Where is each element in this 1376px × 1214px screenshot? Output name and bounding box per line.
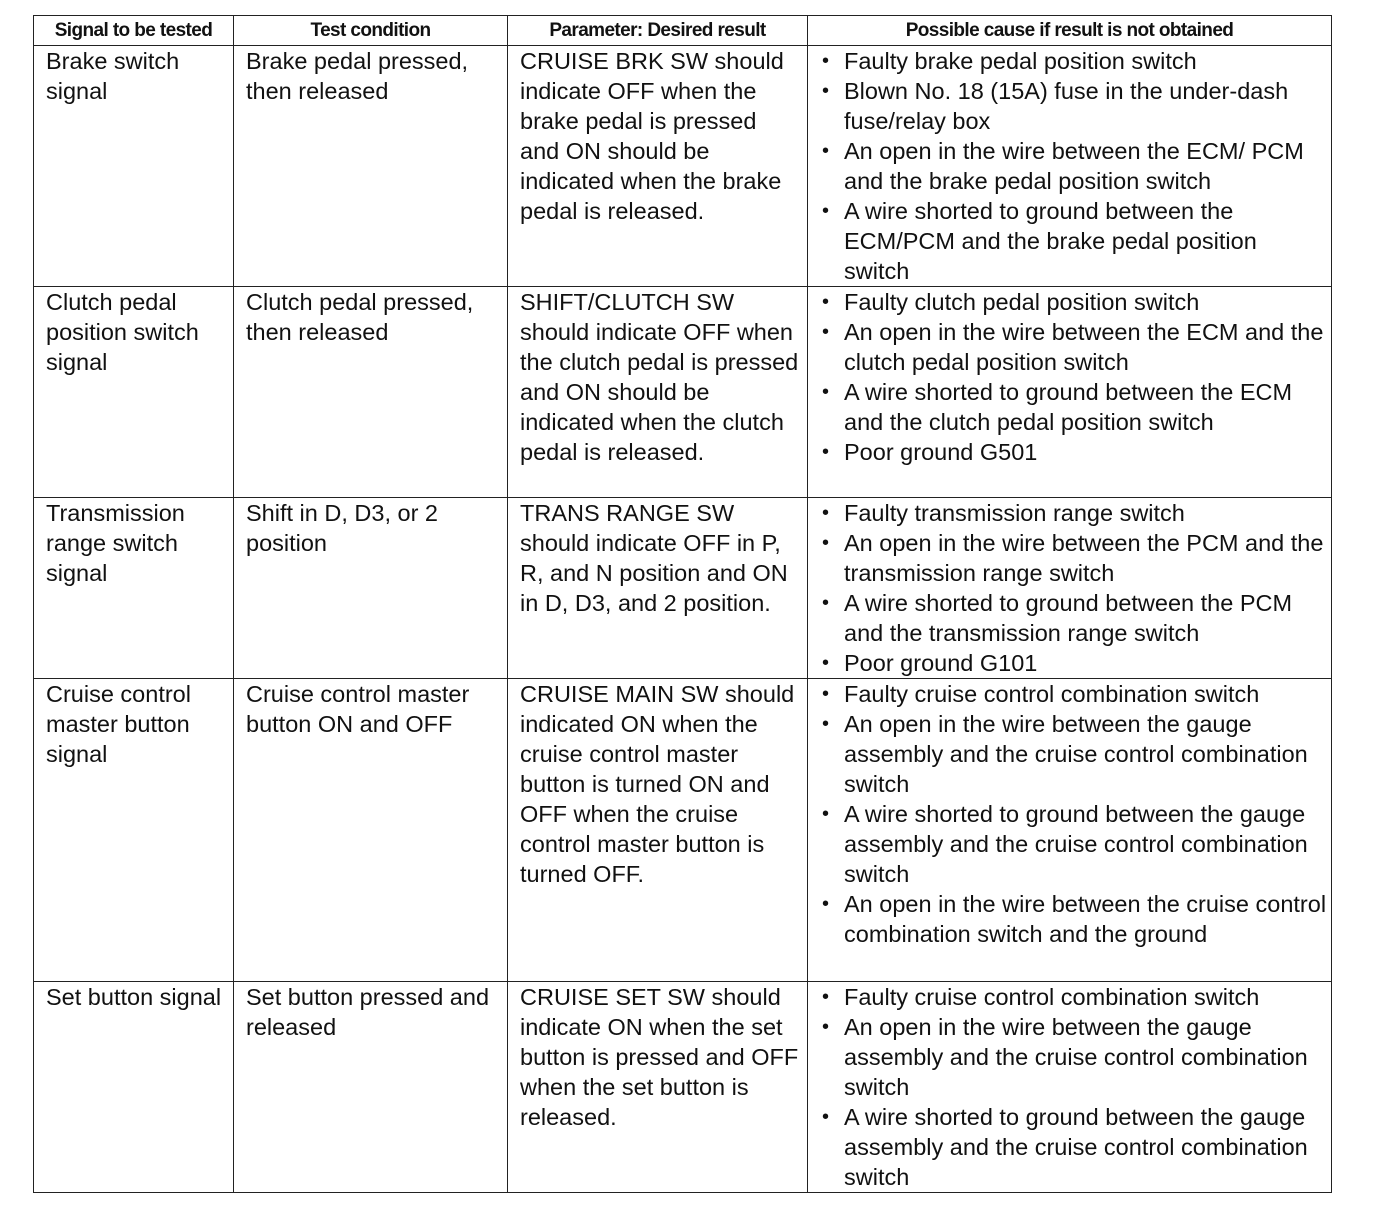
- cause-item: • An open in the wire between the cruise control combination switch and the ground: [820, 889, 1327, 949]
- table-row: [34, 287, 1332, 498]
- cause-item: • An open in the wire between the ECM/ PCM and the brake pedal position switch: [820, 136, 1327, 196]
- cell-condition: Cruise control master button ON and OFF: [234, 679, 508, 982]
- cause-list: [820, 287, 1327, 467]
- cell-causes: [808, 46, 1332, 287]
- header-cause: Possible cause if result is not obtained: [808, 16, 1332, 46]
- cause-item: • Blown No. 18 (15A) fuse in the under-dash fuse/relay box: [820, 76, 1327, 136]
- cause-item: • Faulty transmission range switch: [820, 498, 1327, 528]
- cause-item: • A wire shorted to ground between the gauge assembly and the cruise control combination switch: [820, 799, 1327, 889]
- cell-result: CRUISE MAIN SW should indicated ON when the cruise control master button is turned ON and OFF when the cruise control master button is turned OFF.: [508, 679, 808, 982]
- cause-item: • A wire shorted to ground between the ECM and the clutch pedal position switch: [820, 377, 1327, 437]
- cause-item: • Faulty clutch pedal position switch: [820, 287, 1327, 317]
- cell-condition: Brake pedal pressed, then released: [234, 46, 508, 287]
- table-row: [34, 982, 1332, 1193]
- cell-result: CRUISE SET SW should indicate ON when the set button is pressed and OFF when the set button is released.: [508, 982, 808, 1193]
- table-row: [34, 498, 1332, 679]
- cause-item: • An open in the wire between the gauge assembly and the cruise control combination switch: [820, 709, 1327, 799]
- cell-signal: Set button signal: [34, 982, 234, 1193]
- cell-condition: Clutch pedal pressed, then released: [234, 287, 508, 498]
- cause-list: [820, 46, 1327, 286]
- header-condition: Test condition: [234, 16, 508, 46]
- cell-causes: [808, 982, 1332, 1193]
- cell-signal: Brake switch signal: [34, 46, 234, 287]
- cause-item: • Faulty cruise control combination switch: [820, 982, 1327, 1012]
- cause-item: • A wire shorted to ground between the PCM and the transmission range switch: [820, 588, 1327, 648]
- cell-condition: Shift in D, D3, or 2 position: [234, 498, 508, 679]
- table-row: [34, 46, 1332, 287]
- cell-result: TRANS RANGE SW should indicate OFF in P, R, and N position and ON in D, D3, and 2 position.: [508, 498, 808, 679]
- cause-item: • Faulty brake pedal position switch: [820, 46, 1327, 76]
- header-signal: Signal to be tested: [34, 16, 234, 46]
- cause-item: • Faulty cruise control combination switch: [820, 679, 1327, 709]
- cause-list: [820, 982, 1327, 1192]
- table-header-row: [34, 16, 1332, 46]
- cause-item: • An open in the wire between the PCM and the transmission range switch: [820, 528, 1327, 588]
- cell-result: SHIFT/CLUTCH SW should indicate OFF when the clutch pedal is pressed and ON should be indicated when the clutch pedal is released.: [508, 287, 808, 498]
- cause-list: [820, 498, 1327, 678]
- table-row: [34, 679, 1332, 982]
- cause-item: • A wire shorted to ground between the ECM/PCM and the brake pedal position switch: [820, 196, 1327, 286]
- cell-causes: [808, 287, 1332, 498]
- cause-item: • Poor ground G501: [820, 437, 1327, 467]
- signal-test-table: [33, 15, 1332, 1193]
- cell-causes: [808, 498, 1332, 679]
- cell-result: CRUISE BRK SW should indicate OFF when the brake pedal is pressed and ON should be indicated when the brake pedal is released.: [508, 46, 808, 287]
- cell-signal: Transmission range switch signal: [34, 498, 234, 679]
- cause-list: [820, 679, 1327, 949]
- cell-signal: Clutch pedal position switch signal: [34, 287, 234, 498]
- cause-item: • Poor ground G101: [820, 648, 1327, 678]
- header-result: Parameter: Desired result: [508, 16, 808, 46]
- cause-item: • A wire shorted to ground between the gauge assembly and the cruise control combination switch: [820, 1102, 1327, 1192]
- cause-item: • An open in the wire between the ECM and the clutch pedal position switch: [820, 317, 1327, 377]
- cell-signal: Cruise control master button signal: [34, 679, 234, 982]
- cause-item: • An open in the wire between the gauge assembly and the cruise control combination switch: [820, 1012, 1327, 1102]
- cell-causes: [808, 679, 1332, 982]
- cell-condition: Set button pressed and released: [234, 982, 508, 1193]
